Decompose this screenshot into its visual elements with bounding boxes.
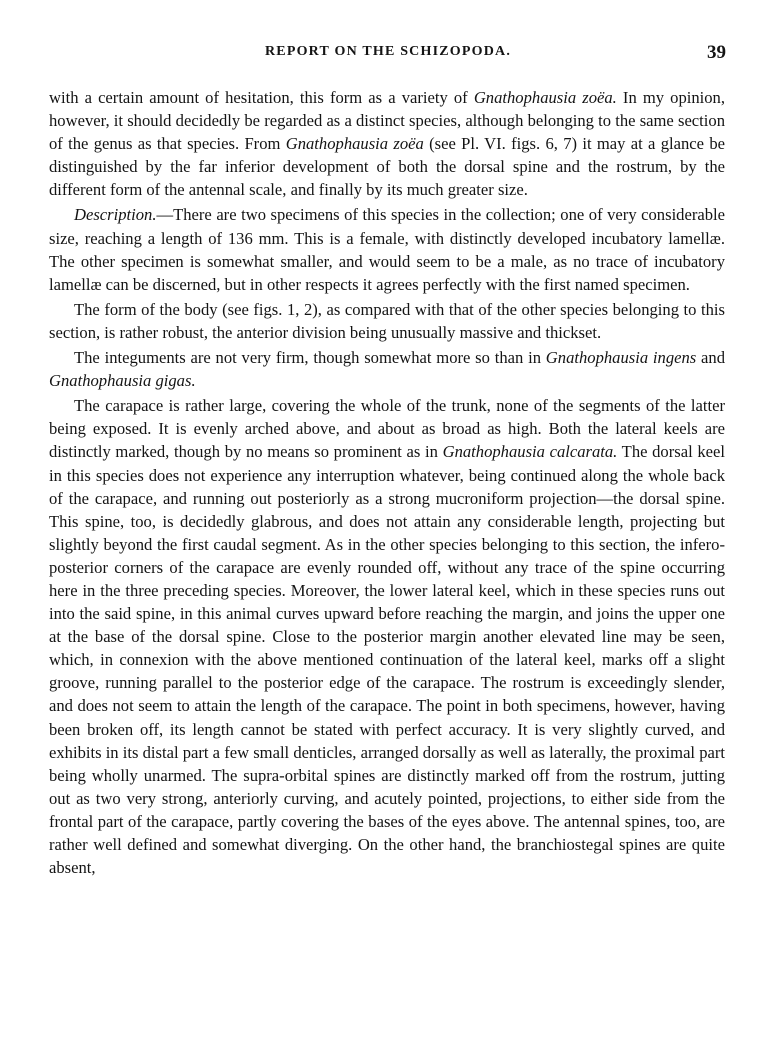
text-run: The form of the body (see figs. 1, 2), as compared with that of the other species belonging to this section, is rather robust, the anterior division being unusually massive and thickset. <box>49 299 725 342</box>
species-name: Gnathophausia zoëa <box>285 134 424 154</box>
section-heading: Description. <box>74 205 157 225</box>
text-run: (see Pl. VI. figs. 6, 7) it may at a glance be distinguished by the far inferior development of both the dorsal spine and the rostrum, by the different form of the antennal scale, and finally by its much greater size. <box>49 134 725 200</box>
running-head: REPORT ON THE SCHIZOPODA. <box>264 44 512 59</box>
paragraph-description <box>49 203 725 295</box>
body-text <box>49 86 725 879</box>
species-name: Gnathophausia calcarata. <box>442 442 618 462</box>
text-run: The carapace is rather large, covering the whole of the trunk, none of the segments of the latter being exposed. It is evenly arched above, and about as broad as high. Both the lateral keels are distinctly marked, though by no means so prominent as in <box>49 396 725 462</box>
page-number: 39 <box>707 42 726 63</box>
text-run: with a certain amount of hesitation, this form as a variety of <box>49 88 474 107</box>
paragraph-integuments <box>49 346 725 392</box>
page-header <box>0 42 776 66</box>
text-run: and <box>696 348 726 368</box>
text-run: —There are two specimens of this species in the collection; one of very considerable size, reaching a length of 136 mm. This is a female, with distinctly developed incubatory lamellæ. The other specimen is somewhat smaller, and would seem to be a male, as no trace of incubatory lamellæ can be discerned, but in other respects it agrees perfectly with the first named specimen. <box>49 205 725 294</box>
text-run: In my opinion, however, it should decidedly be regarded as a distinct species, although belonging to the same section of the genus as that species. From <box>49 88 725 154</box>
species-name: Gnathophausia ingens <box>545 348 697 368</box>
text-run: The integuments are not very firm, though somewhat more so than in <box>74 348 546 368</box>
species-name: Gnathophausia gigas. <box>49 371 196 391</box>
text-run: The dorsal keel in this species does not experience any interruption whatever, being continued along the whole back of the carapace, and running out posteriorly as a strong mucroniform projection—the dorsal spine. This spine, too, is decidedly glabrous, and does not attain any considerable length, projecting but slightly beyond the first caudal segment. As in the other species belonging to this section, the infero-posterior corners of the carapace are evenly rounded off, without any trace of the spine occurring here in the three preceding species. Moreover, the lower lateral keel, which in these species runs out into the said spine, in this animal curves upward before reaching the margin, and joins the upper one at the base of the dorsal spine. Close to the posterior margin another elevated line may be seen, which, in connexion with the above mentioned continuation of the lateral keel, marks off a slight groove, running parallel to the posterior edge of the carapace. The rostrum is exceedingly slender, and does not seem to attain the length of the carapace. The point in both specimens, however, having been broken off, its length cannot be stated with perfect accuracy. It is very slightly curved, and exhibits in its distal part a few small denticles, arranged dorsally as well as laterally, the proximal part being wholly unarmed. The supra-orbital spines are distinctly marked off from the rostrum, jutting out as two very strong, anteriorly curving, and acutely pointed, projections, to either side from the frontal part of the carapace, partly covering the bases of the eyes above. The antennal spines, too, are rather well defined and somewhat diverging. On the other hand, the branchiostegal spines are quite absent, <box>49 442 725 878</box>
paragraph-continuation <box>49 86 725 201</box>
paragraph-carapace <box>49 394 725 879</box>
paragraph-body-form <box>49 298 725 344</box>
species-name: Gnathophausia zoëa. <box>473 88 617 107</box>
